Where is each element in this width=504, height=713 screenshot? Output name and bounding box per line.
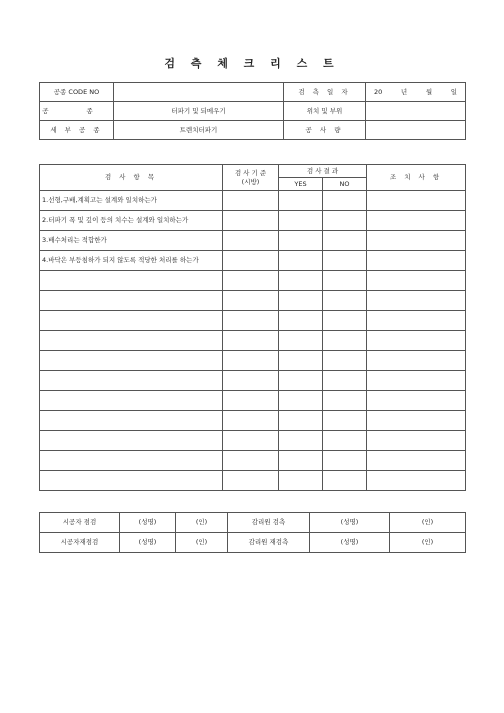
item-cell [40, 391, 223, 411]
yes-cell[interactable] [279, 191, 323, 211]
table-row [40, 331, 466, 351]
action-cell[interactable] [367, 391, 466, 411]
date-label: 검 측 일 자 [284, 83, 366, 102]
contractor-seal[interactable]: (인) [176, 513, 228, 533]
date-value[interactable] [366, 83, 466, 102]
item-cell [40, 331, 223, 351]
no-cell[interactable] [323, 311, 367, 331]
standard-cell[interactable] [223, 211, 279, 231]
table-row [40, 351, 466, 371]
date-year: 20 [374, 87, 383, 96]
supervisor-recheck-label: 감리원 재검측 [228, 533, 310, 553]
action-cell[interactable] [367, 291, 466, 311]
standard-cell[interactable] [223, 371, 279, 391]
no-cell[interactable] [323, 191, 367, 211]
no-cell[interactable] [323, 331, 367, 351]
standard-header [223, 165, 279, 191]
no-cell[interactable] [323, 451, 367, 471]
supervisor-name[interactable]: (성명) [310, 513, 390, 533]
action-cell[interactable] [367, 371, 466, 391]
no-cell[interactable] [323, 291, 367, 311]
item-cell [40, 411, 223, 431]
page-title: 검 측 체 크 리 스 트 [164, 57, 340, 70]
info-table [39, 82, 466, 140]
no-cell[interactable] [323, 471, 367, 491]
table-row [40, 271, 466, 291]
contractor-recheck-seal[interactable]: (인) [176, 533, 228, 553]
date-day-unit: 일 [450, 87, 457, 96]
action-cell[interactable] [367, 211, 466, 231]
standard-cell[interactable] [223, 251, 279, 271]
action-cell[interactable] [367, 431, 466, 451]
location-label: 위치 및 부위 [284, 102, 366, 121]
supervisor-recheck-name[interactable]: (성명) [310, 533, 390, 553]
supervisor-check-label: 감리원 검측 [228, 513, 310, 533]
no-cell[interactable] [323, 411, 367, 431]
item-cell [40, 471, 223, 491]
yes-cell[interactable] [279, 451, 323, 471]
table-row [40, 211, 466, 231]
standard-cell[interactable] [223, 431, 279, 451]
item-cell: 1.선형,구배,계획고는 설계와 일치하는가 [40, 191, 223, 211]
item-cell [40, 371, 223, 391]
standard-cell[interactable] [223, 351, 279, 371]
table-row [40, 471, 466, 491]
action-cell[interactable] [367, 411, 466, 431]
table-row [40, 431, 466, 451]
item-cell [40, 431, 223, 451]
table-row [40, 391, 466, 411]
action-cell[interactable] [367, 471, 466, 491]
yes-cell[interactable] [279, 471, 323, 491]
date-year-unit: 년 [400, 87, 408, 96]
contractor-recheck-label: 시공자재점검 [40, 533, 120, 553]
standard-cell[interactable] [223, 411, 279, 431]
item-cell [40, 271, 223, 291]
item-cell [40, 451, 223, 471]
yes-cell[interactable] [279, 431, 323, 451]
supervisor-recheck-seal[interactable]: (인) [390, 533, 466, 553]
yes-cell[interactable] [279, 251, 323, 271]
item-cell [40, 351, 223, 371]
table-row [40, 231, 466, 251]
yes-cell[interactable] [279, 331, 323, 351]
no-cell[interactable] [323, 211, 367, 231]
table-row [40, 291, 466, 311]
standard-cell[interactable] [223, 471, 279, 491]
signature-table [39, 512, 466, 553]
work-label: 공 종 [40, 102, 114, 121]
no-cell[interactable] [323, 431, 367, 451]
standard-header-line1: 검 사 기 준 [234, 168, 267, 177]
detail-value[interactable]: 트렌치터파기 [114, 121, 284, 140]
quantity-value[interactable] [366, 121, 466, 140]
no-cell[interactable] [323, 351, 367, 371]
contractor-name[interactable]: (성명) [120, 513, 176, 533]
item-cell: 3.배수처리는 적합한가 [40, 231, 223, 251]
standard-cell[interactable] [223, 451, 279, 471]
yes-cell[interactable] [279, 291, 323, 311]
no-cell[interactable] [323, 251, 367, 271]
code-label: 공종 CODE NO [40, 83, 114, 102]
yes-cell[interactable] [279, 271, 323, 291]
action-header: 조 치 사 항 [367, 165, 466, 191]
detail-label: 세 부 공 종 [40, 121, 114, 140]
table-row [40, 451, 466, 471]
no-cell[interactable] [323, 391, 367, 411]
standard-cell[interactable] [223, 231, 279, 251]
table-row [40, 371, 466, 391]
date-month-unit: 월 [425, 87, 433, 96]
action-cell[interactable] [367, 331, 466, 351]
location-value[interactable] [366, 102, 466, 121]
action-cell[interactable] [367, 351, 466, 371]
yes-cell[interactable] [279, 391, 323, 411]
table-row [40, 191, 466, 211]
yes-cell[interactable] [279, 371, 323, 391]
contractor-check-label: 시공자 점검 [40, 513, 120, 533]
no-cell[interactable] [323, 231, 367, 251]
yes-cell[interactable] [279, 311, 323, 331]
table-row [40, 311, 466, 331]
contractor-recheck-name[interactable]: (성명) [120, 533, 176, 553]
standard-cell[interactable] [223, 271, 279, 291]
standard-header-line2: (시방) [241, 177, 260, 186]
items-header: 검 사 항 목 [40, 165, 223, 191]
no-cell[interactable] [323, 371, 367, 391]
item-cell [40, 311, 223, 331]
standard-cell[interactable] [223, 311, 279, 331]
result-header: 검 사 결 과 [279, 165, 367, 178]
standard-cell[interactable] [223, 291, 279, 311]
item-cell: 4.바닥은 부등침하가 되지 않도록 적당한 처리를 하는가 [40, 251, 223, 271]
standard-cell[interactable] [223, 391, 279, 411]
action-cell[interactable] [367, 231, 466, 251]
supervisor-seal[interactable]: (인) [390, 513, 466, 533]
no-cell[interactable] [323, 271, 367, 291]
table-row [40, 411, 466, 431]
action-cell[interactable] [367, 271, 466, 291]
yes-cell[interactable] [279, 211, 323, 231]
yes-cell[interactable] [279, 351, 323, 371]
standard-cell[interactable] [223, 331, 279, 351]
table-row [40, 251, 466, 271]
action-cell[interactable] [367, 311, 466, 331]
quantity-label: 공 사 량 [284, 121, 366, 140]
item-cell [40, 291, 223, 311]
standard-cell[interactable] [223, 191, 279, 211]
action-cell[interactable] [367, 191, 466, 211]
yes-cell[interactable] [279, 411, 323, 431]
work-value[interactable]: 터파기 및 되메우기 [114, 102, 284, 121]
inspection-table [39, 164, 466, 491]
item-cell: 2.터파기 폭 및 깊이 등의 치수는 설계와 일치하는가 [40, 211, 223, 231]
action-cell[interactable] [367, 451, 466, 471]
no-header: NO [323, 178, 367, 191]
code-value[interactable] [114, 83, 284, 102]
action-cell[interactable] [367, 251, 466, 271]
yes-header: YES [279, 178, 323, 191]
yes-cell[interactable] [279, 231, 323, 251]
